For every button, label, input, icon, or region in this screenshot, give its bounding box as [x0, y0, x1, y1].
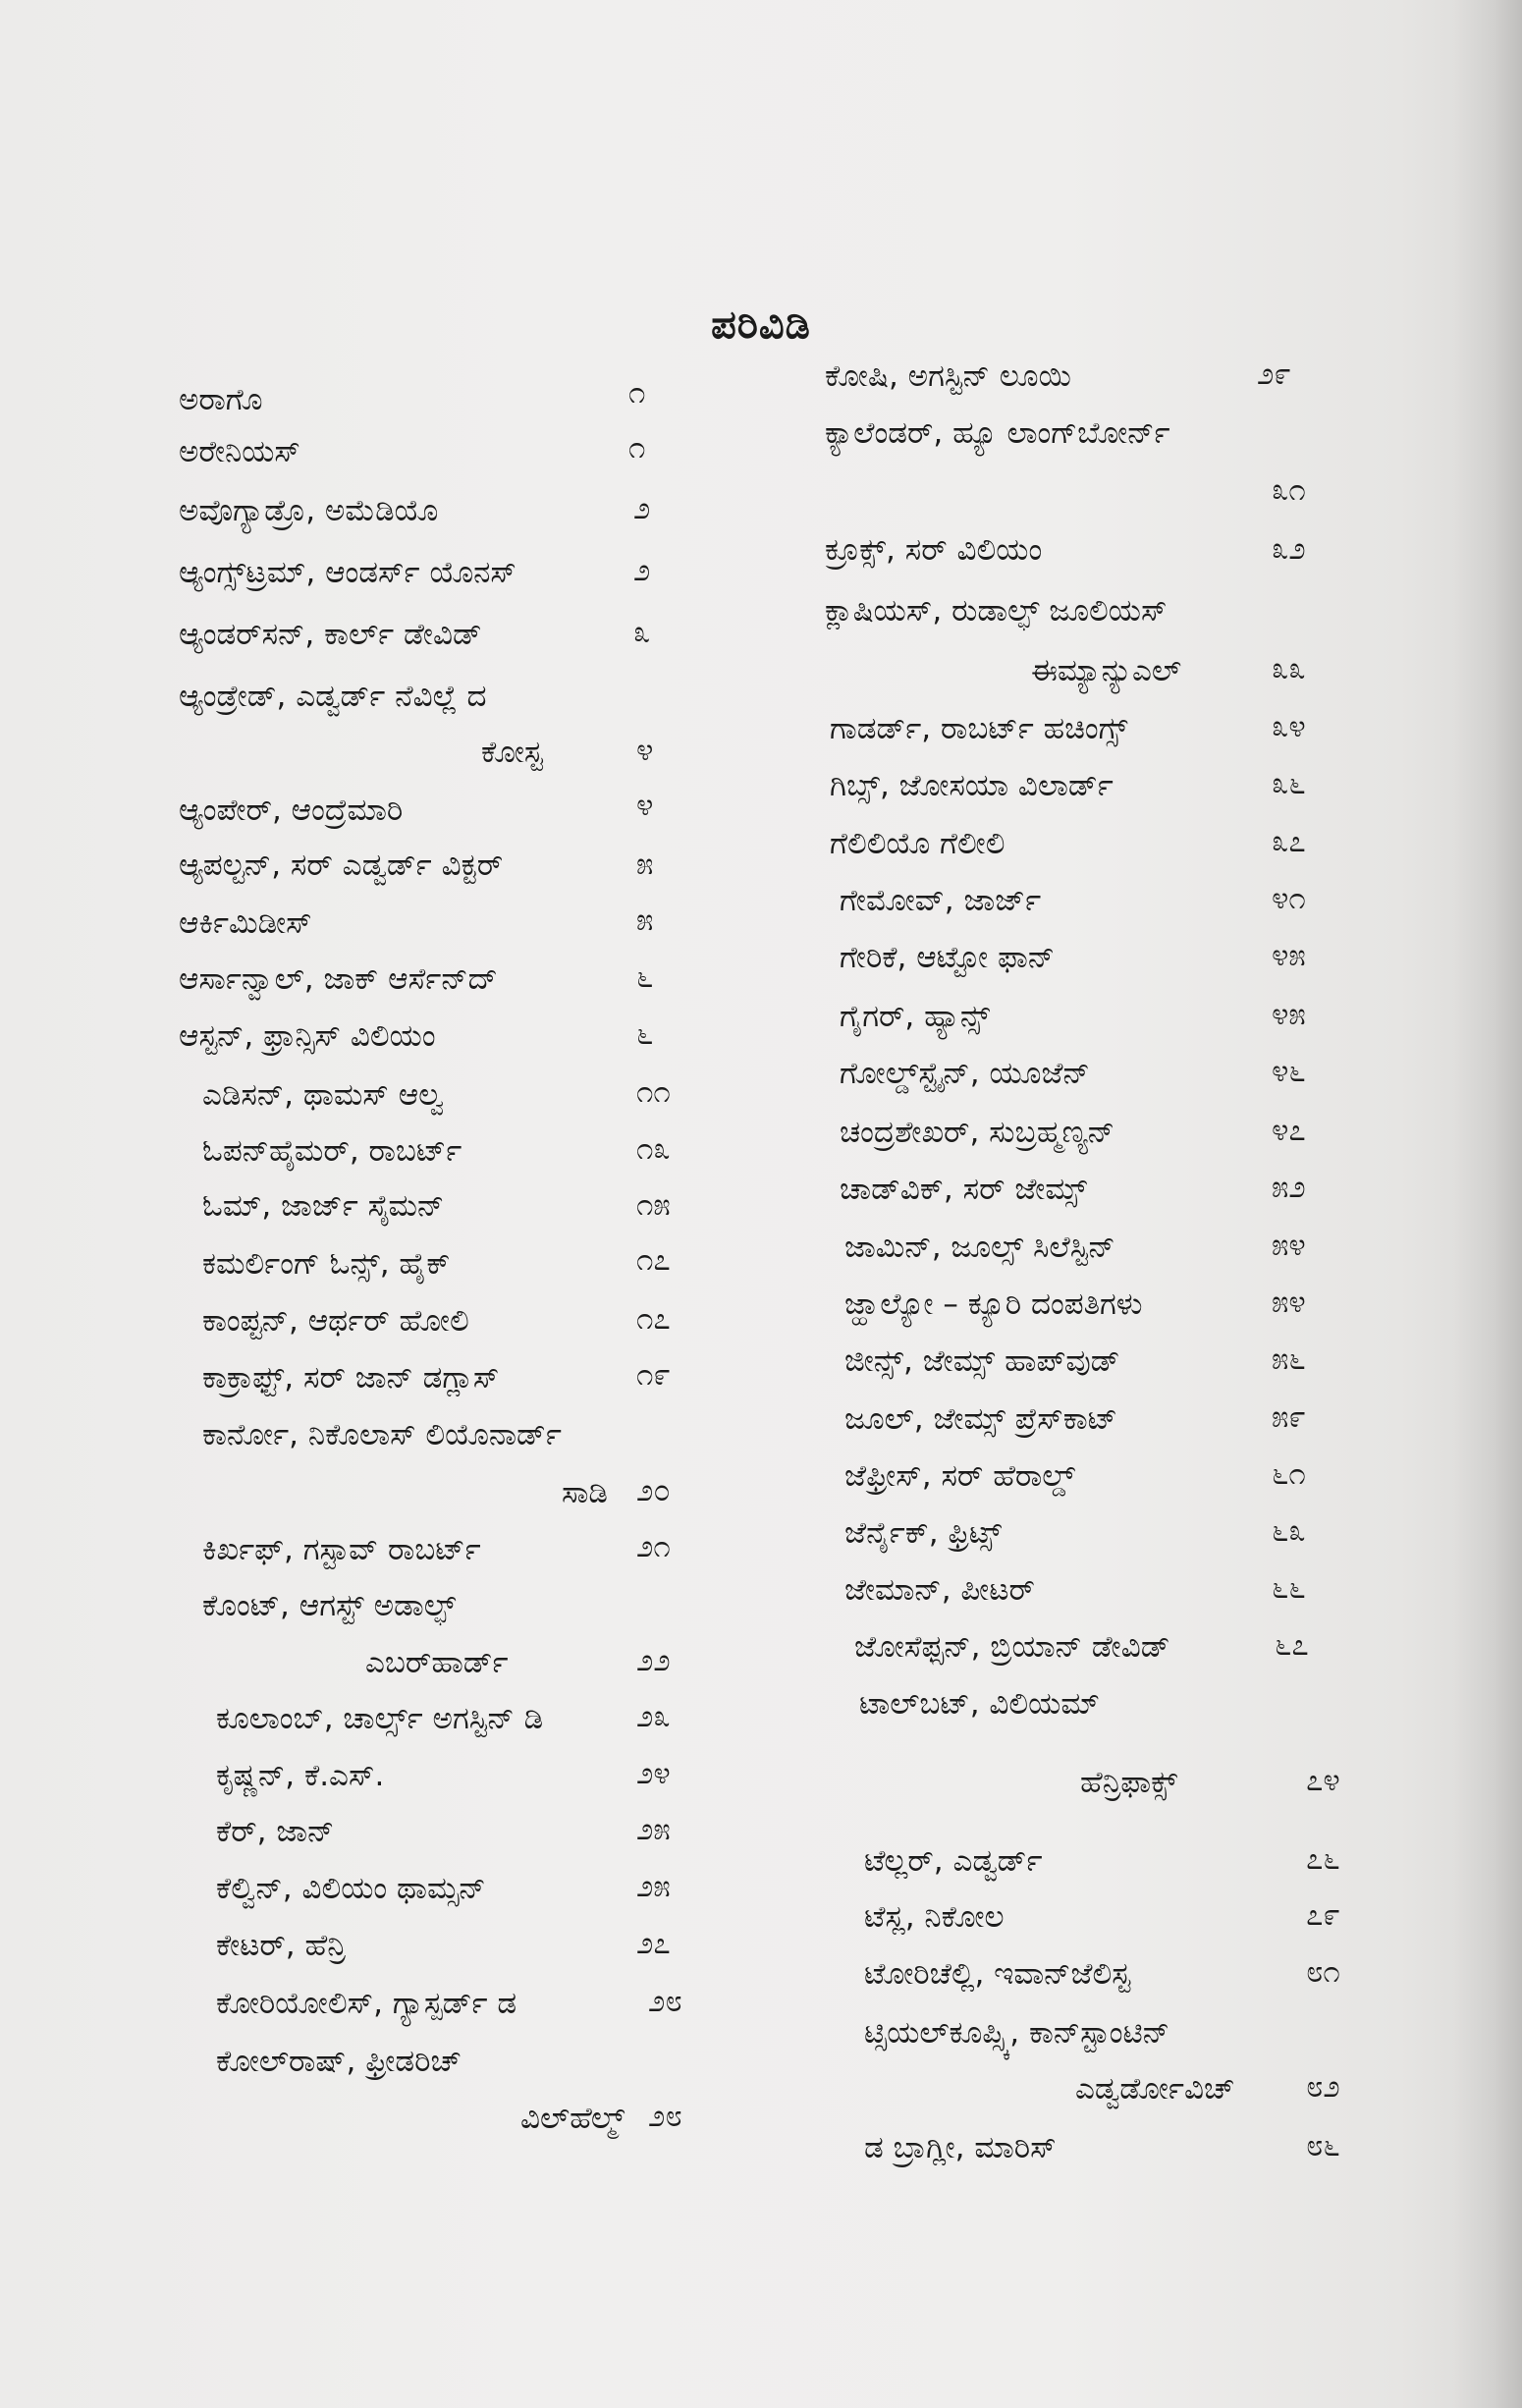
index-entry-page: ೪೫ — [1272, 997, 1306, 1032]
index-entry-page: ೩೭ — [1272, 824, 1306, 859]
index-entry-page: ೪೫ — [1272, 938, 1306, 973]
index-entry-page: ೧೯ — [636, 1357, 671, 1393]
index-entry-name: ಅರಾಗೊ — [179, 382, 263, 417]
index-entry-name: ಟೆಲ್ಲರ್, ಎಡ್ವರ್ಡ್ — [864, 1843, 1043, 1879]
index-entry-name: ಜೇಮಾನ್, ಪೀಟರ್ — [844, 1572, 1035, 1608]
index-entry-page: ೨೯ — [1257, 356, 1291, 392]
index-entry-page: ೩೨ — [1272, 531, 1306, 567]
index-entry-page: ೫೨ — [1272, 1170, 1306, 1205]
index-entry-page: ೨೦ — [636, 1473, 671, 1508]
index-entry-page: ೭೪ — [1306, 1763, 1340, 1798]
index-entry-name: ಆ್ಯಂಡ್ರೇಡ್, ಎಡ್ವರ್ಡ್ ನೆವಿಲ್ಲೆ ದ — [179, 679, 487, 714]
index-entry-page: ೫೪ — [1272, 1285, 1306, 1320]
index-entry-name: ಟಾಲ್‌ಬಟ್, ವಿಲಿಯಮ್ — [859, 1686, 1100, 1722]
index-entry-name: ಓಪನ್‌ಹೈಮರ್, ರಾಬರ್ಟ್ — [202, 1133, 462, 1169]
index-entry-name: ಗಾಡರ್ಡ್, ರಾಬರ್ಟ್ ಹಚಿಂಗ್ಸ್ — [830, 711, 1128, 746]
index-entry-name: ಗೈಗರ್, ಹ್ಯಾನ್ಸ್ — [840, 999, 991, 1034]
index-entry-page: ೨೮ — [648, 1984, 682, 2019]
index-entry-page: ೬೩ — [1272, 1513, 1306, 1549]
index-entry-page: ೨೫ — [636, 1869, 671, 1904]
index-entry-name: ಜೂಲ್, ಜೇಮ್ಸ್ ಪ್ರೆಸ್‌ಕಾಟ್ — [844, 1401, 1118, 1437]
index-entry-page: ೧ — [628, 430, 646, 465]
index-entry-page: ೫೬ — [1272, 1341, 1306, 1377]
index-entry-page: ೧೧ — [636, 1074, 671, 1110]
index-entry-page: ೪೧ — [1272, 881, 1306, 916]
index-entry-name: ಕೋಲ್‌ರಾಷ್, ಫ್ರೀಡರಿಚ್ — [216, 2044, 462, 2079]
index-entry-page: ೧ — [628, 375, 646, 410]
index-entry-page: ೨೭ — [636, 1926, 671, 1961]
index-entry-page: ೨೩ — [636, 1699, 671, 1734]
index-entry-name: ಟೋರಿಚೆಲ್ಲಿ, ಇವಾನ್‌ಜೆಲಿಸ್ಟ — [864, 1956, 1130, 1992]
index-entry-name: ಕ್ಲಾಷಿಯಸ್, ರುಡಾಲ್ಫ್ ಜೂಲಿಯಸ್ — [825, 593, 1168, 629]
index-entry-page: ೮೧ — [1306, 1954, 1340, 1990]
index-entry-page: ೬೭ — [1275, 1627, 1309, 1663]
index-entry-page: ೪೬ — [1272, 1054, 1306, 1089]
index-entry-page: ೨ — [633, 491, 651, 526]
index-entry-name: ಎಡ್ವರ್ಡೋವಿಚ್ — [1075, 2071, 1235, 2107]
index-entry-name: ಆರ್ಸಾನ್ವಾಲ್, ಜಾಕ್ ಆರ್ಸೆನ್‌ದ್ — [179, 961, 498, 997]
index-entry-name: ಜೆಫ್ರೀಸ್, ಸರ್ ಹೆರಾಲ್ಡ್ — [844, 1458, 1075, 1494]
index-entry-page: ೨ — [633, 553, 651, 588]
index-entry-name: ಜೆರ್ನೈಕ್, ಫ್ರಿಟ್ಸ್ — [844, 1515, 1003, 1551]
page-title: ಪರಿವಿಡಿ — [711, 302, 811, 348]
index-entry-name: ಎಬರ್‌ಹಾರ್ಡ್ — [365, 1645, 509, 1680]
index-entry-name: ಕೆರ್, ಜಾನ್ — [216, 1814, 335, 1849]
index-entry-page: ೧೫ — [636, 1187, 671, 1223]
index-entry-page: ೧೭ — [636, 1242, 671, 1278]
index-entry-name: ಕೃಷ್ಣನ್, ಕೆ.ಎಸ್. — [216, 1758, 385, 1793]
index-entry-name: ಕೊಂಟ್, ಆಗಸ್ಟ್ ಅಡಾಲ್ಫ್ — [202, 1588, 457, 1623]
index-entry-name: ಎಡಿಸನ್, ಥಾಮಸ್ ಆಲ್ವ — [202, 1077, 444, 1113]
index-entry-page: ೮೬ — [1306, 2128, 1340, 2163]
index-entry-name: ಆ್ಯಂಡರ್‌ಸನ್, ಕಾರ್ಲ್ ಡೇವಿಡ್ — [179, 617, 482, 652]
index-entry-name: ಆ್ಯಂಪೇರ್, ಆಂದ್ರೆಮಾರಿ — [179, 793, 404, 828]
index-entry-name: ಗಿಬ್ಸ್, ಜೋಸಯಾ ವಿಲಾರ್ಡ್ — [830, 768, 1114, 803]
index-entry-name: ಕ್ಯಾಲೆಂಡರ್, ಹ್ಯೂ ಲಾಂಗ್‌ಬೋರ್ನ್ — [825, 415, 1170, 451]
index-entry-page: ೨೫ — [636, 1812, 671, 1847]
page-edge-shadow — [1453, 0, 1522, 2408]
index-entry-page: ೨೧ — [636, 1529, 671, 1564]
index-entry-name: ಓಮ್, ಜಾರ್ಜ್ ಸೈಮನ್ — [202, 1188, 445, 1224]
index-entry-page: ೫೪ — [1272, 1228, 1306, 1263]
index-entry-page: ೪೭ — [1272, 1113, 1306, 1148]
index-entry-page: ೫೯ — [1272, 1399, 1306, 1435]
index-entry-name: ಕಾರ್ನೋ, ನಿಕೊಲಾಸ್ ಲಿಯೊನಾರ್ಡ್ — [202, 1417, 562, 1452]
index-entry-name: ಸಾಡಿ — [562, 1475, 608, 1510]
index-entry-page: ೩ — [633, 615, 651, 650]
index-entry-name: ಕೆಲ್ವಿನ್, ವಿಲಿಯಂ ಥಾಮ್ಸನ್ — [216, 1871, 486, 1906]
index-entry-name: ಜೀನ್ಸ್, ಜೇಮ್ಸ್ ಹಾಪ್‌ವುಡ್ — [844, 1343, 1120, 1379]
index-entry-name: ಟೆಸ್ಲ, ನಿಕೋಲ — [864, 1899, 1005, 1935]
index-entry-name: ಕೂಲಾಂಬ್, ಚಾರ್ಲ್ಸ್ ಅಗಸ್ಟಿನ್ ಡಿ — [216, 1701, 544, 1736]
index-entry-page: ೪ — [636, 788, 654, 823]
index-entry-name: ಆರ್ಕಿಮಿಡೀಸ್ — [179, 905, 312, 941]
index-entry-name: ಕಾಕ್ರಾಫ್ಟ್, ಸರ್ ಜಾನ್ ಡಗ್ಲಾಸ್ — [202, 1360, 500, 1396]
index-entry-name: ಹೆನ್ರಿಫಾಕ್ಸ್ — [1080, 1765, 1178, 1800]
index-entry-name: ಗೇರಿಕೆ, ಆಟ್ಟೋ ಫಾನ್ — [840, 940, 1056, 975]
index-entry-page: ೮೨ — [1306, 2069, 1340, 2105]
index-entry-name: ಕೋಷಿ, ಅಗಸ್ಟಿನ್ ಲೂಯಿ — [825, 358, 1071, 394]
index-entry-name: ಆಸ್ಟನ್, ಫ್ರಾನ್ಸಿಸ್ ವಿಲಿಯಂ — [179, 1018, 436, 1054]
index-entry-page: ೧೩ — [636, 1131, 671, 1167]
index-entry-name: ಡ ಬ್ರಾಗ್ಲೀ, ಮಾರಿಸ್ — [864, 2130, 1057, 2165]
index-entry-name: ವಿಲ್‌ಹೆಲ್ಮ್ — [520, 2101, 625, 2136]
index-entry-page: ೨೨ — [636, 1643, 671, 1678]
index-entry-name: ಆ್ಯಪಲ್ಟನ್, ಸರ್ ಎಡ್ವರ್ಡ್ ವಿಕ್ಟರ್ — [179, 848, 504, 883]
index-entry-name: ಆ್ಯಂಗ್ಸ್‌ಟ್ರಮ್, ಆಂಡರ್ಸ್ ಯೊನಸ್ — [179, 555, 516, 590]
index-entry-name: ಗೋಲ್ಡ್‌ಸ್ಟೈನ್, ಯೂಜೆನ್ — [840, 1056, 1090, 1091]
index-entry-page: ೧೭ — [636, 1301, 671, 1337]
index-entry-name: ಕಾಂಪ್ಟನ್, ಆರ್ಥರ್ ಹೋಲಿ — [202, 1303, 469, 1339]
index-entry-name: ಜಾಮಿನ್, ಜೂಲ್ಸ್ ಸಿಲೆಸ್ಟಿನ್ — [844, 1230, 1115, 1265]
index-entry-page: ೩೩ — [1272, 651, 1306, 686]
index-entry-name: ಟ್ಸಿಯಲ್‌ಕೂಪ್ಸ್ಕಿ, ಕಾನ್‌ಸ್ಟಾಂಟಿನ್ — [864, 2015, 1170, 2051]
index-entry-name: ಕೋಸ್ಟ — [481, 735, 543, 770]
index-entry-page: ೩೪ — [1272, 709, 1306, 744]
index-entry-page: ೫ — [636, 903, 654, 938]
index-entry-name: ಗೇಮೋವ್, ಜಾರ್ಜ್ — [840, 883, 1042, 918]
index-entry-page: ೬ — [636, 1016, 654, 1052]
index-entry-name: ಗೆಲಿಲಿಯೊ ಗೆಲೀಲಿ — [830, 826, 1006, 861]
index-entry-page: ೫ — [636, 847, 654, 882]
index-entry-name: ಅವೊಗ್ಯಾಡ್ರೊ, ಅಮೆಡಿಯೊ — [179, 493, 439, 528]
index-entry-page: ೨೮ — [648, 2099, 682, 2134]
index-entry-name: ಜ್ಹಾಲ್ಯೋ – ಕ್ಯೂರಿ ದಂಪತಿಗಳು — [844, 1286, 1143, 1322]
index-entry-name: ಈಮ್ಯಾನ್ಯುಎಲ್ — [1031, 653, 1182, 688]
index-entry-name: ಕ್ರೂಕ್ಸ್, ಸರ್ ವಿಲಿಯಂ — [825, 532, 1043, 568]
index-entry-name: ಕೇಟರ್, ಹೆನ್ರಿ — [216, 1928, 346, 1963]
index-entry-page: ೬ — [636, 959, 654, 995]
index-entry-name: ಚಂದ್ರಶೇಖರ್, ಸುಬ್ರಹ್ಮಣ್ಯನ್ — [840, 1115, 1115, 1150]
index-entry-name: ಕಮರ್ಲಿಂಗ್ ಓನ್ಸ್, ಹೈಕ್ — [202, 1246, 451, 1282]
index-entry-page: ೩೬ — [1272, 766, 1306, 801]
index-entry-name: ಅರೇನಿಯಸ್ — [179, 434, 300, 469]
index-entry-name: ಕಿರ್ಖಫ್, ಗಸ್ಟಾವ್ ರಾಬರ್ಟ್ — [202, 1532, 481, 1567]
index-entry-page: ೬೧ — [1272, 1456, 1306, 1492]
index-entry-page: ೪ — [636, 733, 654, 768]
index-entry-page: ೭೯ — [1306, 1897, 1340, 1933]
index-entry-page: ೬೬ — [1272, 1570, 1306, 1606]
index-entry-name: ಜೋಸೆಫ್ಸನ್, ಬ್ರಿಯಾನ್ ಡೇವಿಡ್ — [854, 1629, 1170, 1665]
index-entry-name: ಕೋರಿಯೋಲಿಸ್, ಗ್ಯಾಸ್ಪರ್ಡ್ ಡ — [216, 1986, 517, 2021]
index-entry-page: ೭೬ — [1306, 1841, 1340, 1877]
index-entry-page: ೩೧ — [1272, 472, 1306, 508]
index-entry-name: ಚಾಡ್‌ವಿಕ್, ಸರ್ ಜೇಮ್ಸ್ — [840, 1172, 1087, 1207]
index-entry-page: ೨೪ — [636, 1756, 671, 1791]
